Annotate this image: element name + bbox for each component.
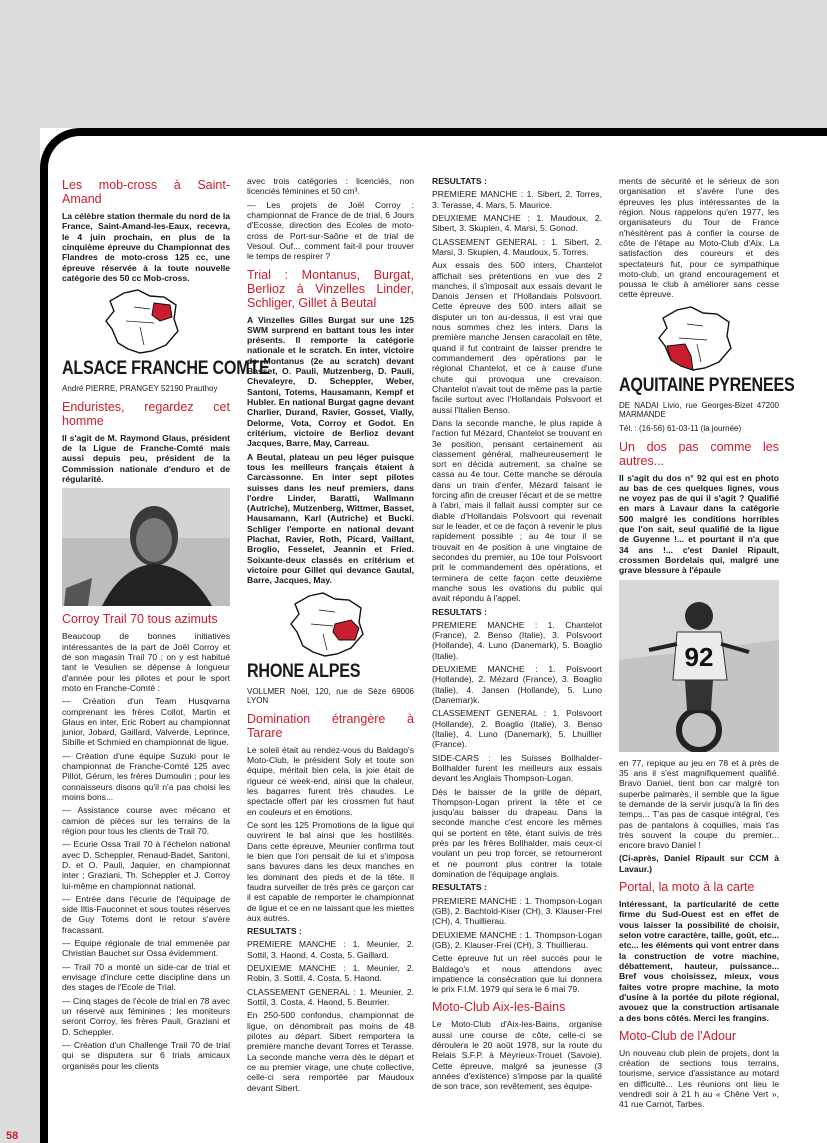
- article-tarare-2: Ce sont les 125 Promotions de la ligue qui ouvrirent le bal ainsi que les hostilités. Dans cette épreuve, Meunier confirma tout le bien que l'on pensait de lui et s'imposa sans bavures dans les deux manches en les dominant des pieds et de la tête. Il faudra surveiller de très près ce garçon car il est capable de remporter le championnat de ligue et ce en ne laissant que les miettes aux autres.: [247, 820, 414, 923]
- headline-mob-cross: Les mob-cross à Saint-Amand: [62, 178, 230, 206]
- results-line: CLASSEMENT GENERAL : 1. Polsvoort (Hollande), 2. Boaglio (Italie), 3. Benso (Italie), 4. Luno (Danemark), 5. Lhuillier (France).: [432, 708, 602, 750]
- headline-trial: Trial : Montanus, Burgat, Berlioz à Vinzelles Linder, Schliger, Gillet à Beutal: [247, 267, 414, 310]
- article-portal: Intéressant, la particularité de cette firme du Sud-Ouest est en effet de vous laisser la possibilité de choisir, selon votre caractère, taille, goût, etc... etc... les éléments qui vont entrer dans la construction de votre machine, débattement, hauteur, puissance... Bref vous choisissez, mieux, vous faites votre propre machine, la moto d'usine à la portée du pilote régional, avouez que la construction artisanale a des bons côtés. Merci les frangins.: [619, 899, 779, 1023]
- article-corroy-item-5: — Entrée dans l'écurie de l'équipage de side Iltis-Fauconnet et sous toutes réserves de Guy Totems dont le retour s'avère fracassant.: [62, 893, 230, 935]
- article-side-cars-2: Dès le baisser de la grille de départ, Thompson-Logan prirent la tête et ce jusqu'au baisser du drapeau. Dans la seconde manche c'est encore les mêmes qui se portent en tête, étant suivis de très près par les frères Bollhalder, mais ceux-ci voulant un peu trop forcer, se retourneront et ne pourront plus contrer la totale domination de l'équipage anglais.: [432, 786, 602, 879]
- results-line: PREMIERE MANCHE : 1. Chantelot (France), 2. Benso (Italie), 3. Polsvoort (Hollande), 4. Luno (Danemark), 5. Boaglio (Italie).: [432, 619, 602, 661]
- article-trial-vinzelles: A Vinzelles Gilles Burgat sur une 125 SWM surprend en battant tous les inter présents. Il remporte la catégorie nationale et le scratch. En inter, victoire de Montanus (2e au scratch) devant Basset, O. Pauli, Mutzenberg, D. Pauli, Chevaleyre, D. Scheppler, Weber, Santoni, Totems, Hausamann, Kempf et Hubler. En national Burgat gagne devant Charlier, Durand, Ravier, Gosset, Vially, Delorme, Vota, Corroy et Godot. En critérium, victoire de Berlioz devant Jacques, Barre, May, Carreau.: [247, 314, 414, 449]
- france-map-rhone-icon: [289, 590, 373, 660]
- contact-aquitaine-address: DE NADAI Livio, rue Georges-Bizet 47200 MARMANDE: [619, 400, 779, 420]
- contact-rhone: VOLLMER Noël, 120, rue de Sèze 69006 LYON: [247, 686, 414, 706]
- headline-dos: Un dos pas comme les autres...: [619, 439, 779, 468]
- france-map-aquitaine-icon: [657, 304, 741, 374]
- results-heading: RESULTATS :: [432, 606, 487, 617]
- article-mob-cross: La célèbre station thermale du nord de la France, Saint-Amand-les-Eaux, recevra, le 4 juin prochain, en plus de la cinquième épreuve du Championnat des Flandres de moto-cross 125 cc, une épreuve réservée à la toute nouvelle catégorie des 50 cc Mob-cross.: [62, 211, 230, 283]
- article-corroy-item-1: — Création d'un Team Husqvarna comprenant les frères Collot, Martin et Glaus en inter, Eric Robert au championnat junior, Jobard, Gaillard, Valverde, Leprince, Sibille et Schmied en championnat de ligue.: [62, 696, 230, 748]
- column-1: [62, 176, 270, 1074]
- article-tarare-3: En 250-500 confondus, championnat de ligue, on dénombrait pas moins de 48 pilotes au départ. Sibert remportera la première manche devant Torres et Terasse. La seconde manche verra dès le départ et ce au premier virage, une chute collective, celle-ci sera remportée par Maudoux devant Sibert.: [247, 1010, 414, 1093]
- contact-alsace: André PIERRE, PRANGEY 52190 Prauthoy: [62, 384, 218, 394]
- motocross-photo: [619, 580, 779, 752]
- column-3: [432, 176, 602, 1095]
- results-line: PREMIERE MANCHE : 1. Meunier, 2. Sottil, 3. Haond, 4. Costa, 5. Gaillard.: [247, 939, 414, 960]
- page-number: 58: [6, 1130, 19, 1142]
- headline-tarare: Domination étrangère à Tarare: [247, 711, 414, 740]
- article-adour: Un nouveau club plein de projets, dont la création de sections tous terrains, tourisme, service d'assistance au motard en difficulté... Les réunions ont lieu le vendredi soir à 21 h au « Chêne Vert », 41 rue Carnot, Tarbes.: [619, 1047, 779, 1110]
- article-corroy-cont: avec trois catégories : licenciés, non licenciés féminines et 50 cm³.: [247, 176, 414, 197]
- article-corroy-item-4: — Ecurie Ossa Trail 70 à l'échelon national avec D. Scheppler, Renaud-Badet, Santoni, D. et O. Pauli, Jaquier, en championnat inter ; Graziani, Th. Scheppler et J. Corroy lui-même en championnat national.: [62, 839, 230, 891]
- results-heading: RESULTATS :: [247, 926, 302, 937]
- article-500-inters-1: Aux essais des 500 inters, Chantelot affichait ses prétentions en vue des 2 manches, il s'imposait aux essais devant le Danois Jensen et l'Hollandais Polsvoort. Cette épreuve des 500 inters allait se disputer un ton au-dessus, il est vrai que nous sommes chez les inters. Dans la première manche Jensen caracolait en tête, quand il fut contraint de laisser prendre le commandement des opérations par le régional Chantelot, et ce à cause d'une chute qui provoqua une crevaison. Chantelot n'avait tout de même pas la partie facile surtout avec l'Hollandais Polsvoort et aussi l'Italien Benso.: [432, 260, 602, 415]
- results-heading: RESULTATS :: [432, 882, 487, 893]
- left-margin: [0, 128, 40, 1143]
- headline-portal: Portal, la moto à la carte: [619, 880, 755, 895]
- results-line: DEUXIEME MANCHE : 1. Polsvoort (Hollande), 2. Mézard (France), 3. Boaglio (Italie), 4. Jansen (Hollande), 5. Luno (Danemar)k.: [432, 664, 602, 705]
- results-line: CLASSEMENT GENERAL : 1. Sibert, 2. Marsi, 3. Skupien, 4. Maudoux, 5. Torres.: [432, 236, 602, 257]
- results-line: DEUXIEME MANCHE : 1. Maudoux, 2. Sibert, 3. Skupien, 4. Marsi, 5. Gonod.: [432, 212, 602, 234]
- france-map-alsace-icon: [104, 287, 188, 357]
- article-aix-cont: ments de sécurité et le sérieux de son organisation et s'avère l'une des épreuves les plus intéressantes de la région. Nous rappelons qu'en 1977, les organisateurs du Tour de France n'hésitèrent pas à confier la course de côte de l'étape au Moto-Club d'Aix. La satisfaction des coureurs et des spectateurs fut, pour ce sympathique moto-club, un grand encouragement et poussa le club à améliorer sans cesse cette épreuve.: [619, 176, 779, 300]
- portrait-photo: [62, 488, 230, 606]
- article-conclusion: Cette épreuve fut un réel succès pour le Baldago's et nous attendons avec impatience la consécration que lui donnera le prix F.I.M. 1979 qui sera le 6 mai 79.: [432, 953, 602, 995]
- article-corroy-item-6: — Equipe régionale de trial emmenée par Christian Bauchet sur Ossa évidemment.: [62, 938, 230, 959]
- results-line: CLASSEMENT GENERAL : 1. Meunier, 2. Sottil, 3. Costa, 4. Haond, 5. Beurrier.: [247, 986, 414, 1007]
- article-corroy-item-7: — Trail 70 a monté un side-car de trial et envisage d'inclure cette discipline dans un des stages de l'Ecole de Trial.: [62, 961, 230, 993]
- contact-aquitaine-phone: Tél. : (16-56) 61-03-11 (la journée): [619, 423, 742, 433]
- article-tarare-1: Le soleil était au rendez-vous du Baldago's Moto-Club, le président Soly et toute son équipe, méritait bien cela, la joie était de rigueur ce week-end, ainsi que la chaleur, les bagarres furent très chaudes. Le spectacle offert par les crossmen fut haut en couleurs et en émotions.: [247, 744, 414, 817]
- article-corroy-item-9: — Création d'un Challenge Trail 70 de trial qui se disputera sur 6 trials amicaux organisés pour les clients: [62, 1039, 230, 1071]
- headline-adour: Moto-Club de l'Adour: [619, 1028, 737, 1043]
- article-corroy-item-8: — Cinq stages de l'école de trial en 78 avec un réservé aux féminines ; les moniteurs seront Corroy, les frères Pauli, Graziani et D. Scheppler.: [62, 995, 230, 1037]
- article-corroy-item-3: — Assistance course avec mécano et camion de pièces sur les terrains de la région pour tous les clients de Trail 70.: [62, 805, 230, 836]
- headline-enduristes: Enduristes, regardez cet homme: [62, 399, 230, 428]
- results-line: PREMIERE MANCHE : 1. Thompson-Logan (GB), 2. Bachtold-Kiser (CH), 3. Klauser-Frei (CH), 4. Thuillierau.: [432, 895, 603, 927]
- article-dos-cont: en 77, repique au jeu en 78 et à près de 35 ans il s'est magnifiquement qualifié. Bravo Daniel, tient bon car malgré ton superbe palmarès, il semble que la ligue te demande de la servir jusqu'à la fin des temps... T'as pas de casque intégral, t'es pas de pantalons à coquilles, mais t'as très souvent la coupe du premier... encore bravo Daniel !: [619, 757, 779, 851]
- article-500-inters-2: Dans la seconde manche, le plus rapide à l'action fut Mézard, Chantelot se trouvant en 3e position, pensant certainement au classement général, malheureusement le sort en décida autrement, sa chaîne se cassa au 4e tour. Cette manche se déroula dans un train d'enfer, Mézard faisant le forcing afin de creuser l'écart et de se mettre à l'abri, mais il fallait aussi compter sur ce diable d'Hollandais Polsvoort qui revenait sur le leader, et ce de façon à revenir le plus rapidement possible ; au 4e tour il se trouvait en 4e position à une vingtaine de secondes du premier, au 10e tour Polsvoort prit le commandement des opérations, et terminera de cette façon cette deuxième manche sous les ovations du public qui avait répondu à l'appel.: [432, 417, 602, 604]
- article-trial-beutal: A Beutal, plateau un peu léger puisque tous les meilleurs français étaient à Carcassonne. En inter sept pilotes suisses dans les neuf premiers, dans l'ordre Linder, Baratti, Wallmann (Autriche), Mutzenberg, Wittmer, Basset, Hausamann, Karl (Autriche) et Bucki. Schliger l'emporte en national devant Plachat, Ravier, Roth, Picard, Vaillant, Broglio, Fesselet, Jeannin et Fried. Soixante-deux classés en critérium et victoire pour Gillet qui devance Gautal, Barre, Jacques, May.: [247, 451, 414, 586]
- results-line: DEUXIEME MANCHE : 1. Meunier, 2. Robin, 3. Sottil, 4. Costa, 5. Haond.: [247, 963, 414, 984]
- photo-caption: (Ci-après, Daniel Ripault sur CCM à Lavaur.): [619, 853, 779, 874]
- headline-corroy: Corroy Trail 70 tous azimuts: [62, 612, 218, 627]
- region-title-alsace: ALSACE FRANCHE COMTE: [62, 358, 270, 380]
- column-4: [619, 176, 795, 1113]
- article-side-cars-1: SIDE-CARS : les Suisses Bollhalder-Bollhalder furent les meilleurs aux essais devant les Anglais Thompson-Logan.: [432, 752, 602, 784]
- article-enduristes: Il s'agit de M. Raymond Glaus, président de la Ligue de Franche-Comté mais aussi depuis peu, président de la Commission nationale d'enduro et de régularité.: [62, 432, 230, 485]
- region-title-rhone: RHONE ALPES: [247, 660, 361, 682]
- column-2: [247, 176, 414, 1096]
- article-aix-les-bains: Le Moto-Club d'Aix-les-Bains, organise aussi une course de côte, celle-ci se déroulera le 20 août 1978, sur la route du Relais S.F.P. à Meyrieux-Trouet (Savoie). Cette épreuve, malgré sa jeunesse (3 années d'existence) s'impose par la qualité de son trace, son revêtement, ses équipe-: [432, 1019, 602, 1092]
- article-corroy-item-2: — Création d'une équipe Suzuki pour le championnat de Franche-Comté 125 avec Pillot, Gérum, les frères Dumoulin ; pour les connaisseurs disons qu'il n'a pas choisi les moins bons...: [62, 750, 230, 803]
- article-corroy-intro: Beaucoup de bonnes initiatives intéressantes de la part de Joël Corroy et de son magasin Trail 70 ; on y est habitué tant le Vesulien se dépense à longueur d'année pour les pilotes et pour le sport moto en Franche-Comté :: [62, 631, 230, 693]
- article-dos: Il s'agit du dos n° 92 qui est en photo au bas de ces quelques lignes, vous ne voyez pas de qui il s'agit ? Qualifié en mars à Lavaur dans la catégorie 500 malgré les conditions horribles que l'on sait, seul qualifié de la ligue de Guyenne !... et pourtant il n'a que 34 ans !... c'est Daniel Ripault, crossmen Bordelais qui, malgré une grave blessure à l'épaule: [619, 472, 779, 576]
- region-title-aquitaine: AQUITAINE PYRENEES: [619, 374, 795, 396]
- headline-aix-les-bains: Moto-Club Aix-les-Bains: [432, 1000, 566, 1015]
- rider-number: 92: [684, 641, 714, 672]
- article-corroy-projects: — Les projets de Joël Corroy : championnat de France de de trial, 6 Jours d'Ecosse, direction des Ecoles de moto-cross de Port-sur-Saône et de trial de Vesoul. Ouf... comment fait-il pour trouver le temps de respirer ?: [247, 199, 414, 262]
- results-line: DEUXIEME MANCHE : 1. Thompson-Logan (GB), 2. Klauser-Frei (CH), 3. Thuillierau.: [432, 929, 602, 950]
- results-line: PREMIERE MANCHE : 1. Sibert, 2. Torres, 3. Terasse, 4. Mars, 5. Maurice.: [432, 189, 602, 210]
- results-heading: RESULTATS :: [432, 176, 487, 186]
- top-margin: [0, 0, 827, 128]
